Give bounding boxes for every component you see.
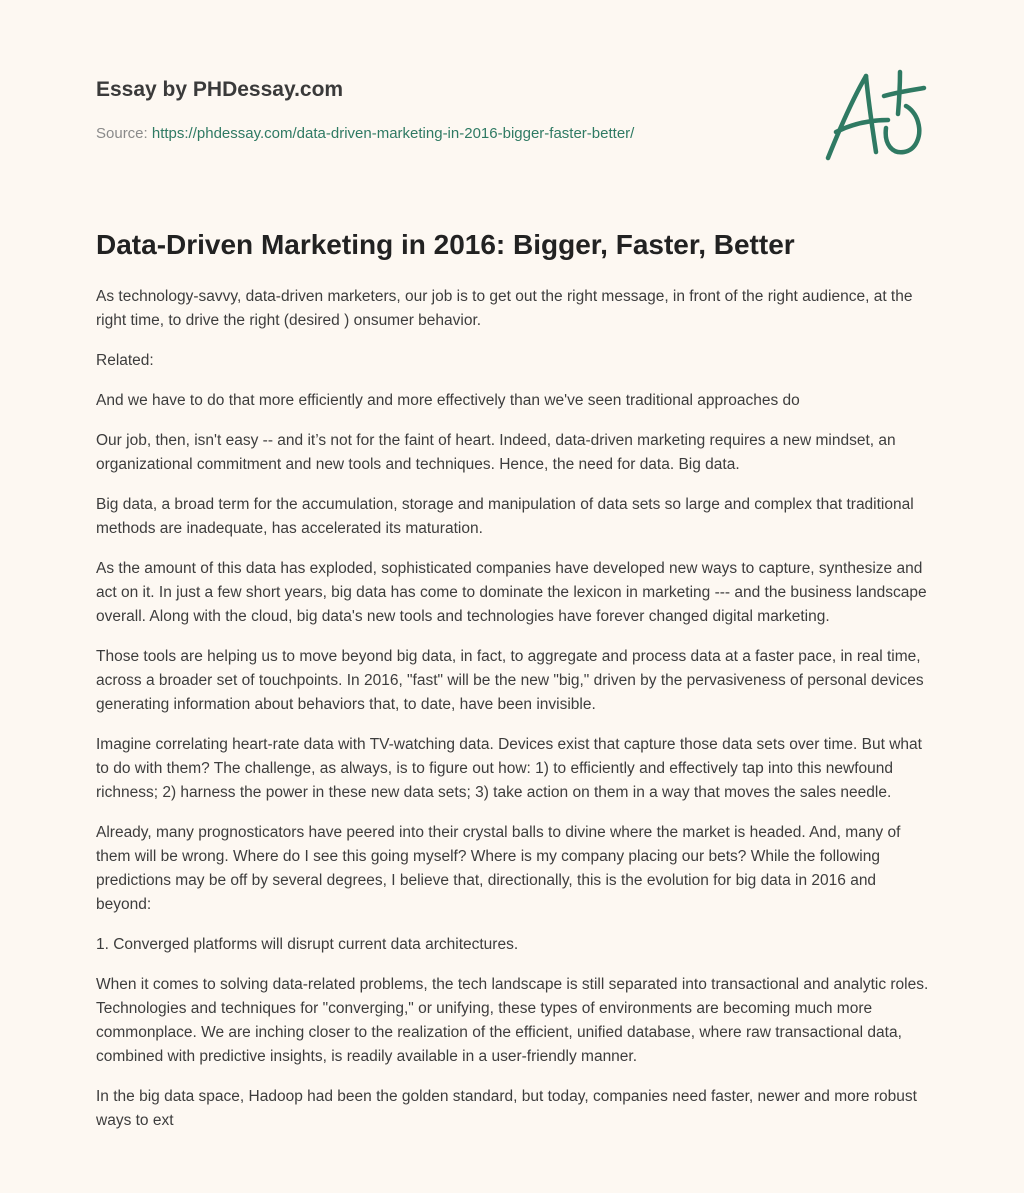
paragraph: Those tools are helping us to move beyond big data, in fact, to aggregate and process data at a faster pace, in real time, across a broader set of touchpoints. In 2016, "fast" will be the new "big," driven by the pervasiveness of personal devices generating information about behaviors that, to date, have been invisible. [96, 648, 924, 713]
paragraph: In the big data space, Hadoop had been the golden standard, but today, companies need faster, newer and more robust ways to ext [96, 1088, 917, 1129]
paragraph: Imagine correlating heart-rate data with TV-watching data. Devices exist that capture those data sets over time. But what to do with them? The challenge, as always, is to figure out how: 1) to efficiently and effectively tap into this newfound richness; 2) harness the power in these new data sets; 3) take action on them in a way that moves the sales needle. [96, 736, 922, 801]
paragraph: As the amount of this data has exploded, sophisticated companies have developed new ways to capture, synthesize and act on it. In just a few short years, big data has come to dominate the lexicon in marketing --- and the business landscape overall. Along with the cloud, big data's new tools and technologies have forever changed digital marketing. [96, 560, 927, 625]
paragraph: As technology-savvy, data-driven marketers, our job is to get out the right message, in front of the right audience, at the right time, to drive the right (desired ) onsumer behavior. [96, 288, 913, 329]
page-header [96, 76, 796, 144]
site-brand: Essay by PHDessay.com [96, 78, 344, 101]
paragraph: Our job, then, isn't easy -- and it’s not for the faint of heart. Indeed, data-driven marketing requires a new mindset, an organizational commitment and new tools and techniques. Hence, the need for data. Big data. [96, 432, 896, 473]
paragraph: When it comes to solving data-related problems, the tech landscape is still separated into transactional and analytic roles. Technologies and techniques for "converging," or unifying, these types of environments are becoming much more commonplace. We are inching closer to the realization of the efficient, unified database, where raw transactional data, combined with predictive insights, is readily available in a user-friendly manner. [96, 976, 929, 1065]
paragraph: Big data, a broad term for the accumulation, storage and manipulation of data sets so large and complex that traditional methods are inadequate, has accelerated its maturation. [96, 496, 914, 537]
paragraph: And we have to do that more efficiently and more effectively than we've seen traditional approaches do [96, 392, 800, 409]
a-plus-grade-icon [818, 66, 930, 166]
source-line [96, 124, 796, 144]
essay-title: Data-Driven Marketing in 2016: Bigger, Faster, Better [96, 229, 795, 260]
source-link[interactable]: https://phdessay.com/data-driven-marketing-in-2016-bigger-faster-better/ [151, 125, 635, 142]
paragraph: Related: [96, 352, 154, 369]
essay-body [96, 285, 932, 1149]
paragraph: 1. Converged platforms will disrupt current data architectures. [96, 936, 519, 953]
paragraph: Already, many prognosticators have peered into their crystal balls to divine where the market is headed. And, many of them will be wrong. Where do I see this going myself? Where is my company placing our bets? While the following predictions may be off by several degrees, I believe that, directionally, this is the evolution for big data in 2016 and beyond: [96, 824, 901, 913]
source-label: Source: [96, 125, 148, 142]
